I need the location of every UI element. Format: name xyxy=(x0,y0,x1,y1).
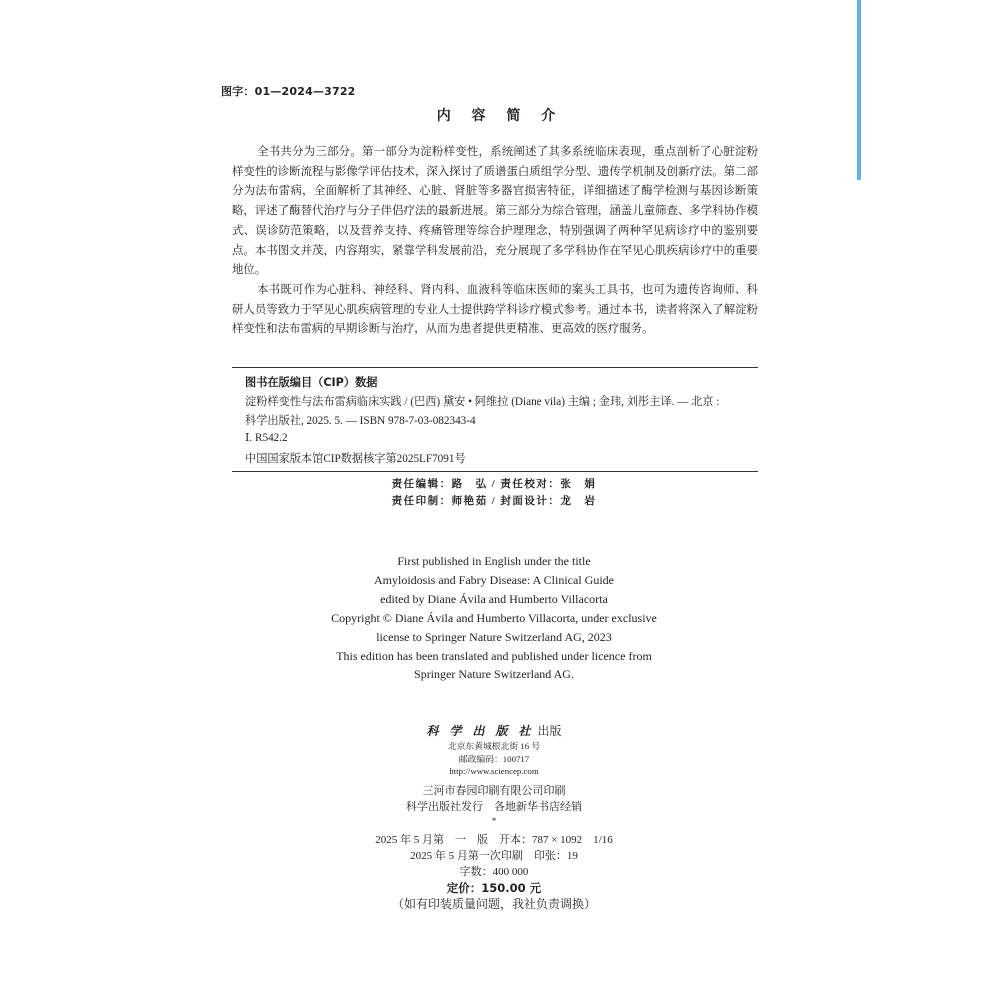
original-edition-line: Springer Nature Switzerland AG. xyxy=(414,667,574,682)
separator-asterisk: * xyxy=(491,815,497,826)
cip-bibliographic-line: 淀粉样变性与法布雷病临床实践 / (巴西) 黛安 • 阿维拉 (Diane vila) 主编 ; 金玮, 刘彤主译. — 北京 : xyxy=(245,396,720,408)
original-edition-line: Copyright © Diane Ávila and Humberto Villacorta, under exclusive xyxy=(331,610,657,625)
cip-record-number-line: 中国国家版本馆CIP数据核字第2025LF7091号 xyxy=(245,453,466,465)
original-edition-notice xyxy=(0,552,988,684)
editors-line: 责任印制：师艳茹 / 封面设计：龙 岩 xyxy=(391,495,597,507)
edition-line: 2025 年 5 月第 一 版 开本：787 × 1092 1/16 xyxy=(375,833,613,846)
publisher-name xyxy=(0,722,988,740)
price-line: 定价：150.00 元 xyxy=(446,880,542,895)
cip-classification-line: Ⅰ. R542.2 xyxy=(245,432,288,444)
cip-publisher-isbn-line: 科学出版社, 2025. 5. — ISBN 978-7-03-082343-4 xyxy=(245,415,476,427)
printer-line: 三河市春园印刷有限公司印刷 xyxy=(422,783,566,797)
publisher-imprint xyxy=(0,722,988,913)
distribution-line: 科学出版社发行 各地新华书店经销 xyxy=(406,800,582,814)
original-edition-line: license to Springer Nature Switzerland AG, 2023 xyxy=(376,629,612,644)
printing-line: 2025 年 5 月第一次印刷 印张：19 xyxy=(410,849,578,862)
publisher-address: 北京东黄城根北街 16 号 xyxy=(447,741,541,751)
editors-line: 责任编辑：路 弘 / 责任校对：张 娟 xyxy=(391,479,597,490)
publisher-postcode: 邮政编码：100717 xyxy=(458,753,530,764)
publisher-name-suffix: 出版 xyxy=(537,724,562,738)
page-heading: 内 容 简 介 xyxy=(436,108,564,124)
summary-paragraph: 全书共分为三部分。第一部分为淀粉样变性，系统阐述了其多系统临床表现，重点剖析了心脏淀粉样变性的诊断流程与影像学评估技术，深入探讨了质谱蛋白质组学分型、遗传学机制及创新疗法。第二部分为法布雷病，全面解析了其神经、心脏、肾脏等多器官损害特征，详细描述了酶学检测与基因诊断策略，评述了酶替代治疗与分子伴侣疗法的最新进展。第三部分为综合管理，涵盖儿童筛查、多学科协作模式、误诊防范策略，以及营养支持、疼痛管理等综合护理理念，特别强调了两种罕见病诊疗中的鉴别要点。本书图文并茂，内容翔实，紧靠学科发展前沿，充分展现了多学科协作在罕见心肌疾病诊疗中的重要地位。 xyxy=(232,146,758,277)
original-edition-line: First published in English under the title xyxy=(397,554,591,568)
summary-paragraph: 本书既可作为心脏科、神经科、肾内科、血液科等临床医师的案头工具书，也可为遗传咨询师、科研人员等致力于罕见心肌疾病管理的专业人士提供跨学科诊疗模式参考。通过本书，读者将深入了解淀粉样变性和法布雷病的早期诊断与治疗，从而为患者提供更精准、更高效的医疗服务。 xyxy=(232,283,758,336)
original-edition-line: Amyloidosis and Fabry Disease: A Clinical Guide xyxy=(374,572,614,587)
summary-section xyxy=(232,143,758,340)
quality-note: （如有印装质量问题，我社负责调换） xyxy=(391,897,596,912)
cip-data-block xyxy=(232,367,758,472)
editorial-credits xyxy=(0,477,988,510)
copyright-registration-number: 图字：01—2024—3722 xyxy=(221,85,356,98)
word-count-line: 字数：400 000 xyxy=(459,865,529,878)
original-edition-line: This edition has been translated and published under licence from xyxy=(336,648,652,663)
original-edition-line: edited by Diane Ávila and Humberto Villacorta xyxy=(380,591,608,606)
accent-bar xyxy=(857,0,861,180)
publisher-website: http://www.sciencep.com xyxy=(449,766,539,777)
cip-title: 图书在版编目（CIP）数据 xyxy=(245,376,378,389)
publisher-logotype: 科 学 出 版 社 xyxy=(426,724,535,738)
